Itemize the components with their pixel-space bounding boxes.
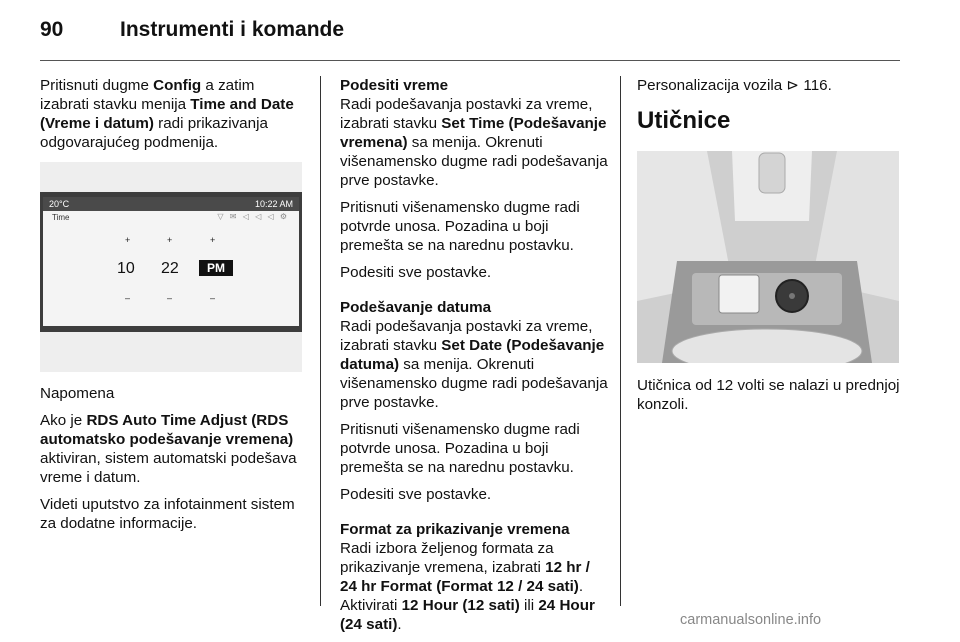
note-block bbox=[40, 384, 302, 541]
power-outlet-photo bbox=[637, 151, 899, 363]
display-screenshot bbox=[40, 162, 302, 372]
set-date-paragraph: Radi podešavanja postavki za vreme, izabrati stavku Set Date (Podešavanje datuma) sa menija. Okrenuti višenamensko dugme radi podešavanja prve postavke. bbox=[340, 318, 608, 411]
set-date-heading: Podešavanje datuma bbox=[340, 299, 492, 316]
note-paragraph-2: Videti uputstvo za infotainment sistem za dodatne informacije. bbox=[40, 496, 295, 532]
console-illustration bbox=[637, 151, 899, 363]
hour-minus-icon: – bbox=[125, 293, 131, 303]
column-3 bbox=[637, 76, 902, 147]
set-time-heading: Podesiti vreme bbox=[340, 77, 449, 94]
clock-readout: 10:22 AM bbox=[254, 199, 293, 209]
set-time-paragraph-2: Pritisnuti višenamensko dugme radi potvrde unosa. Pozadina u boji premešta se na narednu postavku. bbox=[340, 199, 580, 254]
set-date-paragraph-3: Podesiti sve postavke. bbox=[340, 486, 492, 503]
infotainment-screen bbox=[40, 192, 302, 332]
minute-plus-icon: + bbox=[167, 235, 173, 245]
page-title: Instrumenti i komande bbox=[120, 18, 345, 41]
column-1 bbox=[40, 76, 302, 160]
status-icons: ▽ ✉ ◁ ◁ ◁ ⚙ bbox=[217, 212, 289, 221]
cross-reference: Personalizacija vozila ⊳ 116. bbox=[637, 77, 832, 94]
page-ref-arrow-icon: ⊳ bbox=[786, 77, 800, 94]
hour-plus-icon: + bbox=[125, 235, 131, 245]
minute-minus-icon: – bbox=[167, 293, 173, 303]
time-format-heading: Format za prikazivanje vremena bbox=[340, 521, 570, 538]
watermark: carmanualsonline.info bbox=[680, 612, 822, 628]
note-heading: Napomena bbox=[40, 385, 115, 402]
page-header bbox=[40, 18, 900, 48]
time-format-paragraph: Radi izbora željenog formata za prikazivanje vremena, izabrati 12 hr / 24 hr Format (Format 12 / 24 sati). Aktivirati 12 Hour (12 sati) ili 24 Hour (24 sati). bbox=[340, 540, 595, 633]
photo-caption-block bbox=[637, 376, 902, 422]
ampm-minus-icon: – bbox=[210, 293, 216, 303]
note-paragraph: Ako je RDS Auto Time Adjust (RDS automatsko podešavanje vremena) aktiviran, sistem automatski podešava vreme i datum. bbox=[40, 412, 297, 486]
menu-item-ref: Time and Date (Vreme i datum) bbox=[40, 96, 294, 132]
ampm-plus-icon: + bbox=[210, 235, 216, 245]
column-divider bbox=[320, 76, 321, 606]
set-time-paragraph-3: Podesiti sve postavke. bbox=[340, 264, 492, 281]
screen-subtitle: Time bbox=[52, 213, 70, 222]
ampm-value: PM bbox=[199, 260, 233, 276]
column-2 bbox=[340, 76, 608, 642]
column-divider-2 bbox=[620, 76, 621, 606]
intro-paragraph: Pritisnuti dugme Config a zatim izabrati stavku menija Time and Date (Vreme i datum) radi prikazivanja odgovarajućeg podmenija. bbox=[40, 77, 294, 151]
set-date-paragraph-2: Pritisnuti višenamensko dugme radi potvrde unosa. Pozadina u boji premešta se na narednu postavku. bbox=[340, 421, 580, 476]
page-number: 90 bbox=[40, 18, 64, 41]
hour-value: 10 bbox=[117, 260, 135, 277]
config-button-ref: Config bbox=[153, 77, 202, 94]
section-title: Utičnice bbox=[637, 107, 731, 134]
status-bar bbox=[43, 197, 299, 211]
set-time-paragraph: Radi podešavanja postavki za vreme, izabrati stavku Set Time (Podešavanje vremena) sa menija. Okrenuti višenamensko dugme radi podešavanja prve postavke. bbox=[340, 96, 608, 189]
temperature-readout: 20°C bbox=[49, 199, 70, 209]
minute-value: 22 bbox=[161, 260, 179, 277]
photo-caption: Utičnica od 12 volti se nalazi u prednjoj konzoli. bbox=[637, 377, 900, 413]
header-rule bbox=[40, 60, 900, 61]
